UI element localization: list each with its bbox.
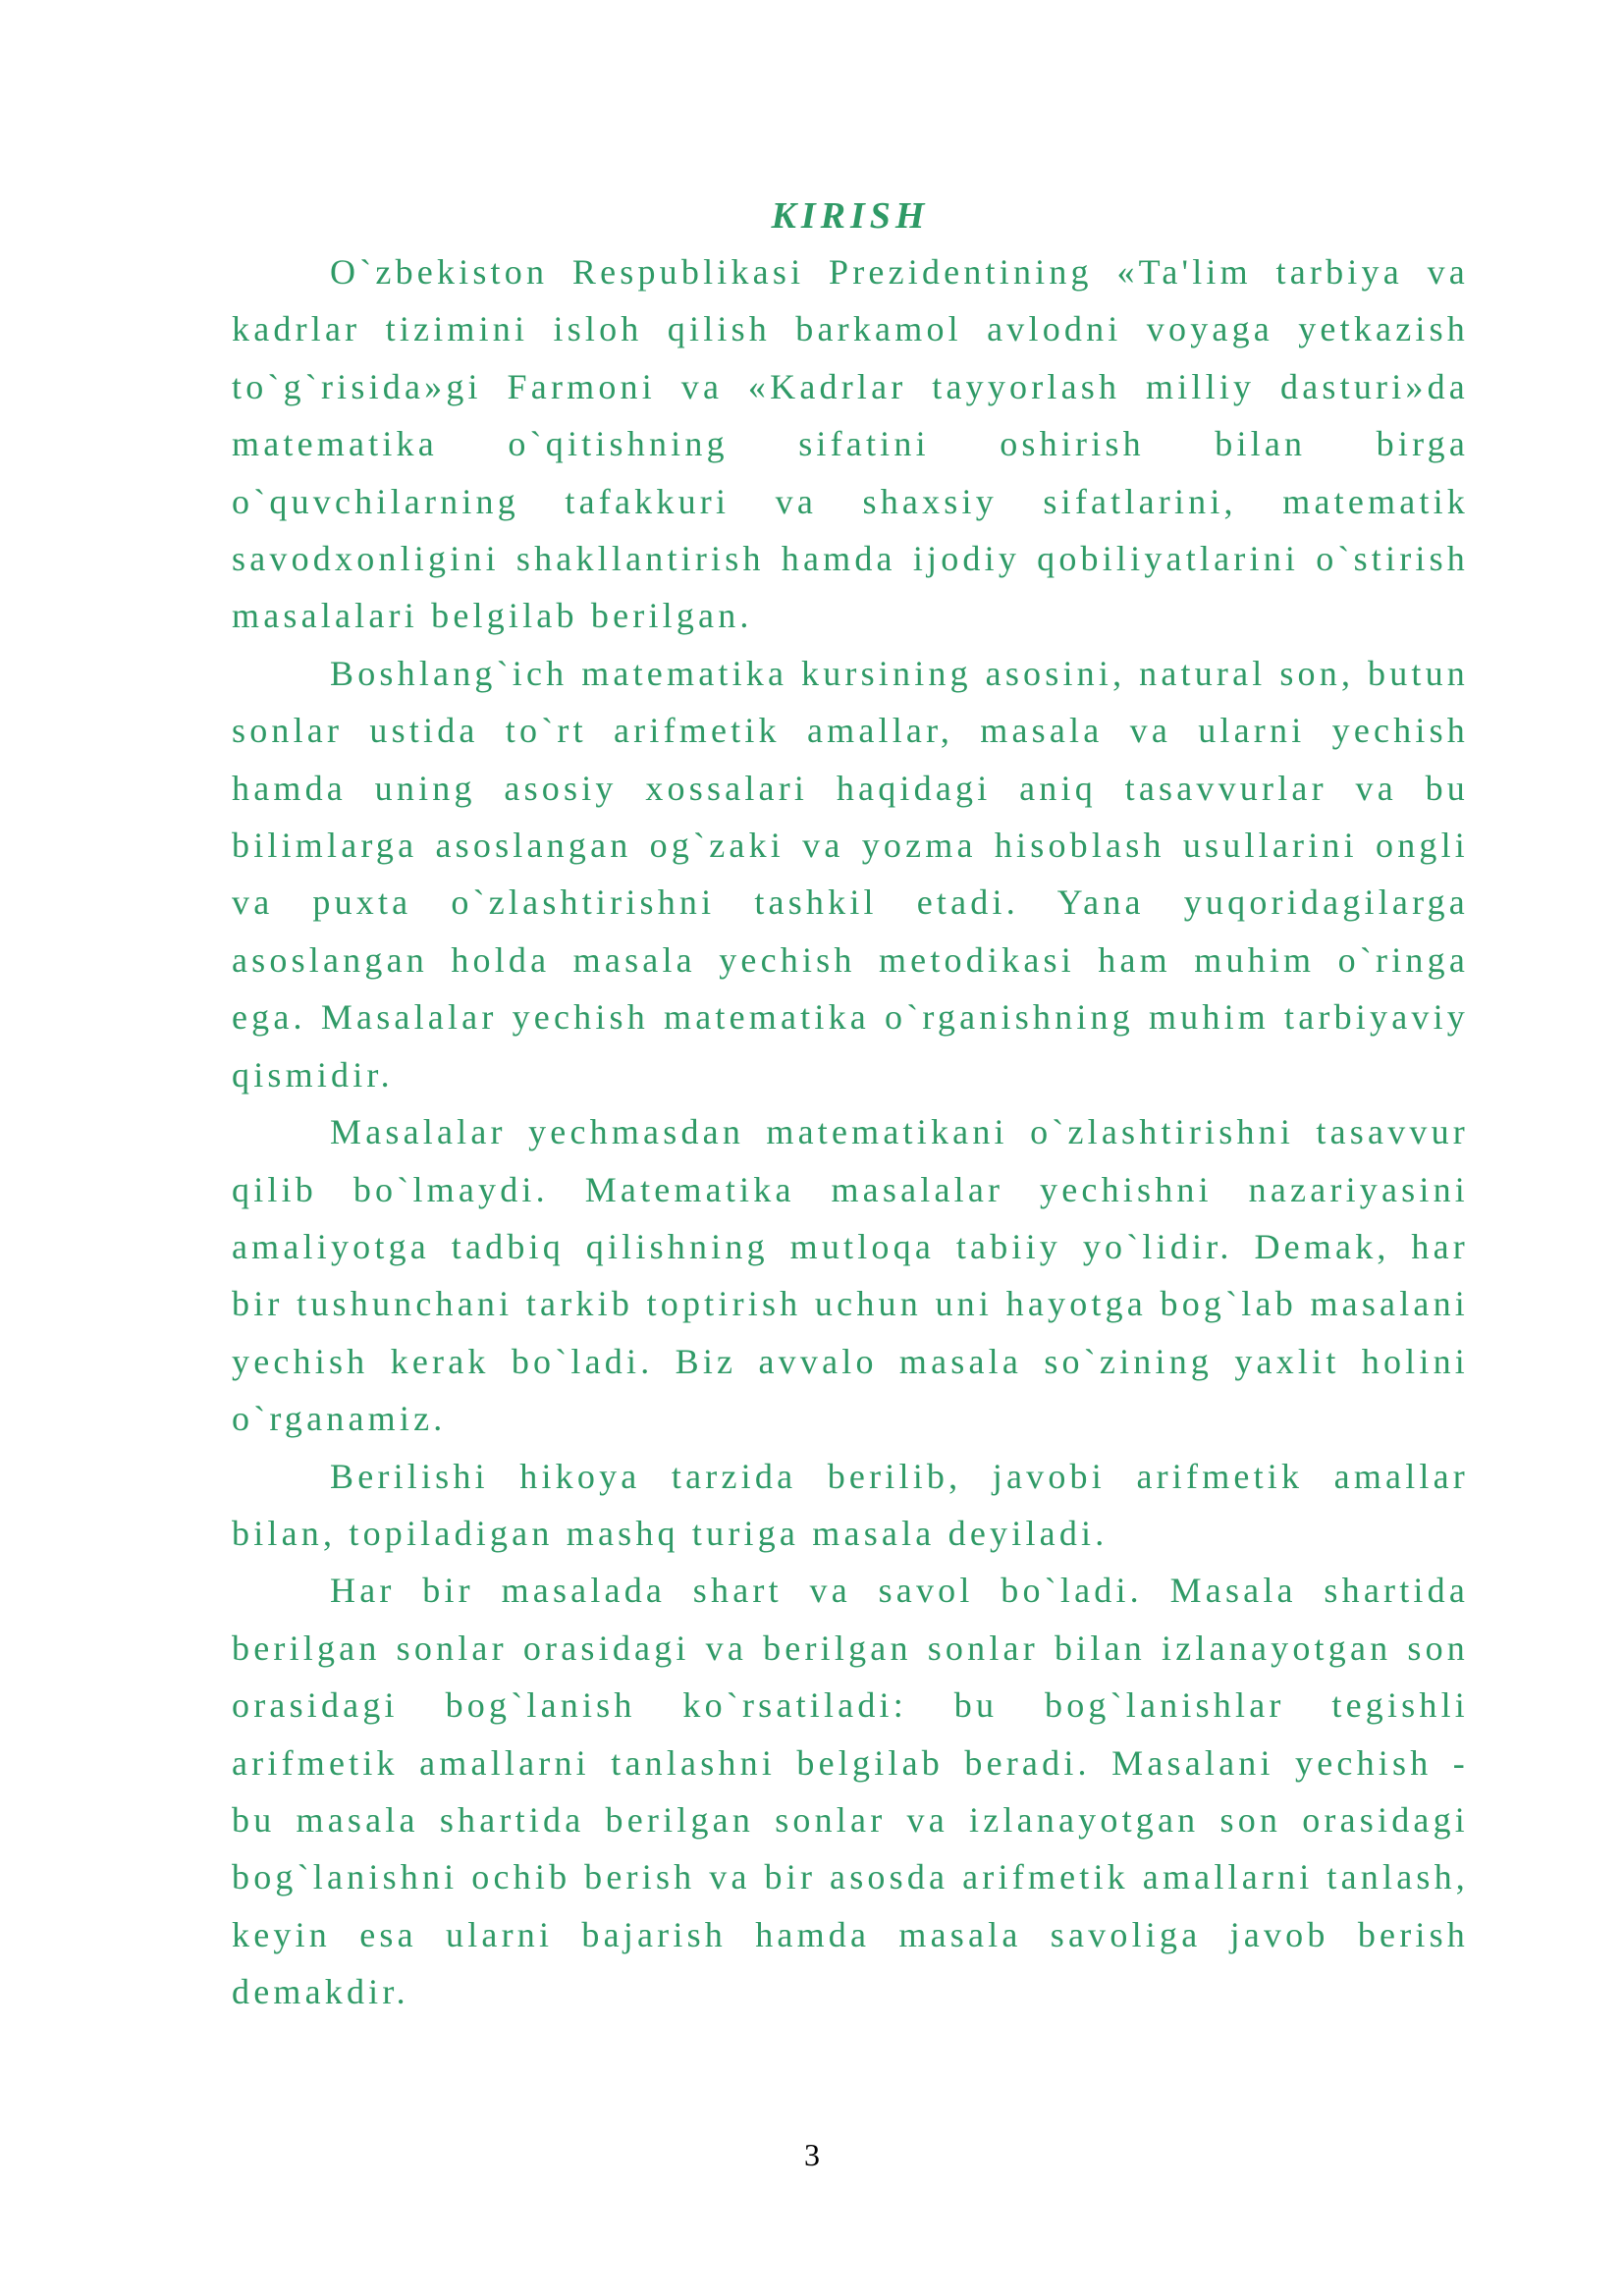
section-title: KIRISH bbox=[771, 195, 930, 237]
page-content bbox=[232, 188, 1469, 2021]
paragraph-3: Masalalar yechmasdan matematikani o`zlashtirishni tasavvur qilib bo`lmaydi. Matematika masalalar yechishni nazariyasini amaliyotga tadbiq qilishning mutloqa tabiiy yo`lidir. Demak, har bir tushunchani tarkib toptirish uchun uni hayotga bog`lab masalani yechish kerak bo`ladi. Biz avvalo masala so`zining yaxlit holini o`rganamiz. bbox=[232, 1112, 1469, 1439]
paragraph-2: Boshlang`ich matematika kursining asosini, natural son, butun sonlar ustida to`rt arifmetik amallar, masala va ularni yechish hamda uning asosiy xossalari haqidagi aniq tasavvurlar va bu bilimlarga asoslangan og`zaki va yozma hisoblash usullarini ongli va puxta o`zlashtirishni tashkil etadi. Yana yuqoridagilarga asoslangan holda masala yechish metodikasi ham muhim o`ringa ega. Masalalar yechish matematika o`rganishning muhim tarbiyaviy qismidir. bbox=[232, 653, 1469, 1095]
page-number: 3 bbox=[804, 2137, 820, 2172]
paragraph-5: Har bir masalada shart va savol bo`ladi. Masala shartida berilgan sonlar orasidagi va berilgan sonlar bilan izlanayotgan son orasidagi bog`lanish ko`rsatiladi: bu bog`lanishlar tegishli arifmetik amallarni tanlashni belgilab beradi. Masalani yechish - bu masala shartida berilgan sonlar va izlanayotgan son orasidagi bog`lanishni ochib berish va bir asosda arifmetik amallarni tanlash, keyin esa ularni bajarish hamda masala savoliga javob berish demakdir. bbox=[232, 1571, 1469, 2012]
paragraph-4: Berilishi hikoya tarzida berilib, javobi arifmetik amallar bilan, topiladigan mashq turiga masala deyiladi. bbox=[232, 1456, 1469, 1553]
paragraph-1: O`zbekiston Respublikasi Prezidentining «Ta'lim tarbiya va kadrlar tizimini isloh qilish barkamol avlodni voyaga yetkazish to`g`risida»gi Farmoni va «Kadrlar tayyorlash milliy dasturi»da matematika o`qitishning sifatini oshirish bilan birga o`quvchilarning tafakkuri va shaxsiy sifatlarini, matematik savodxonligini shakllantirish hamda ijodiy qobiliyatlarini o`stirish masalalari belgilab berilgan. bbox=[232, 252, 1469, 636]
